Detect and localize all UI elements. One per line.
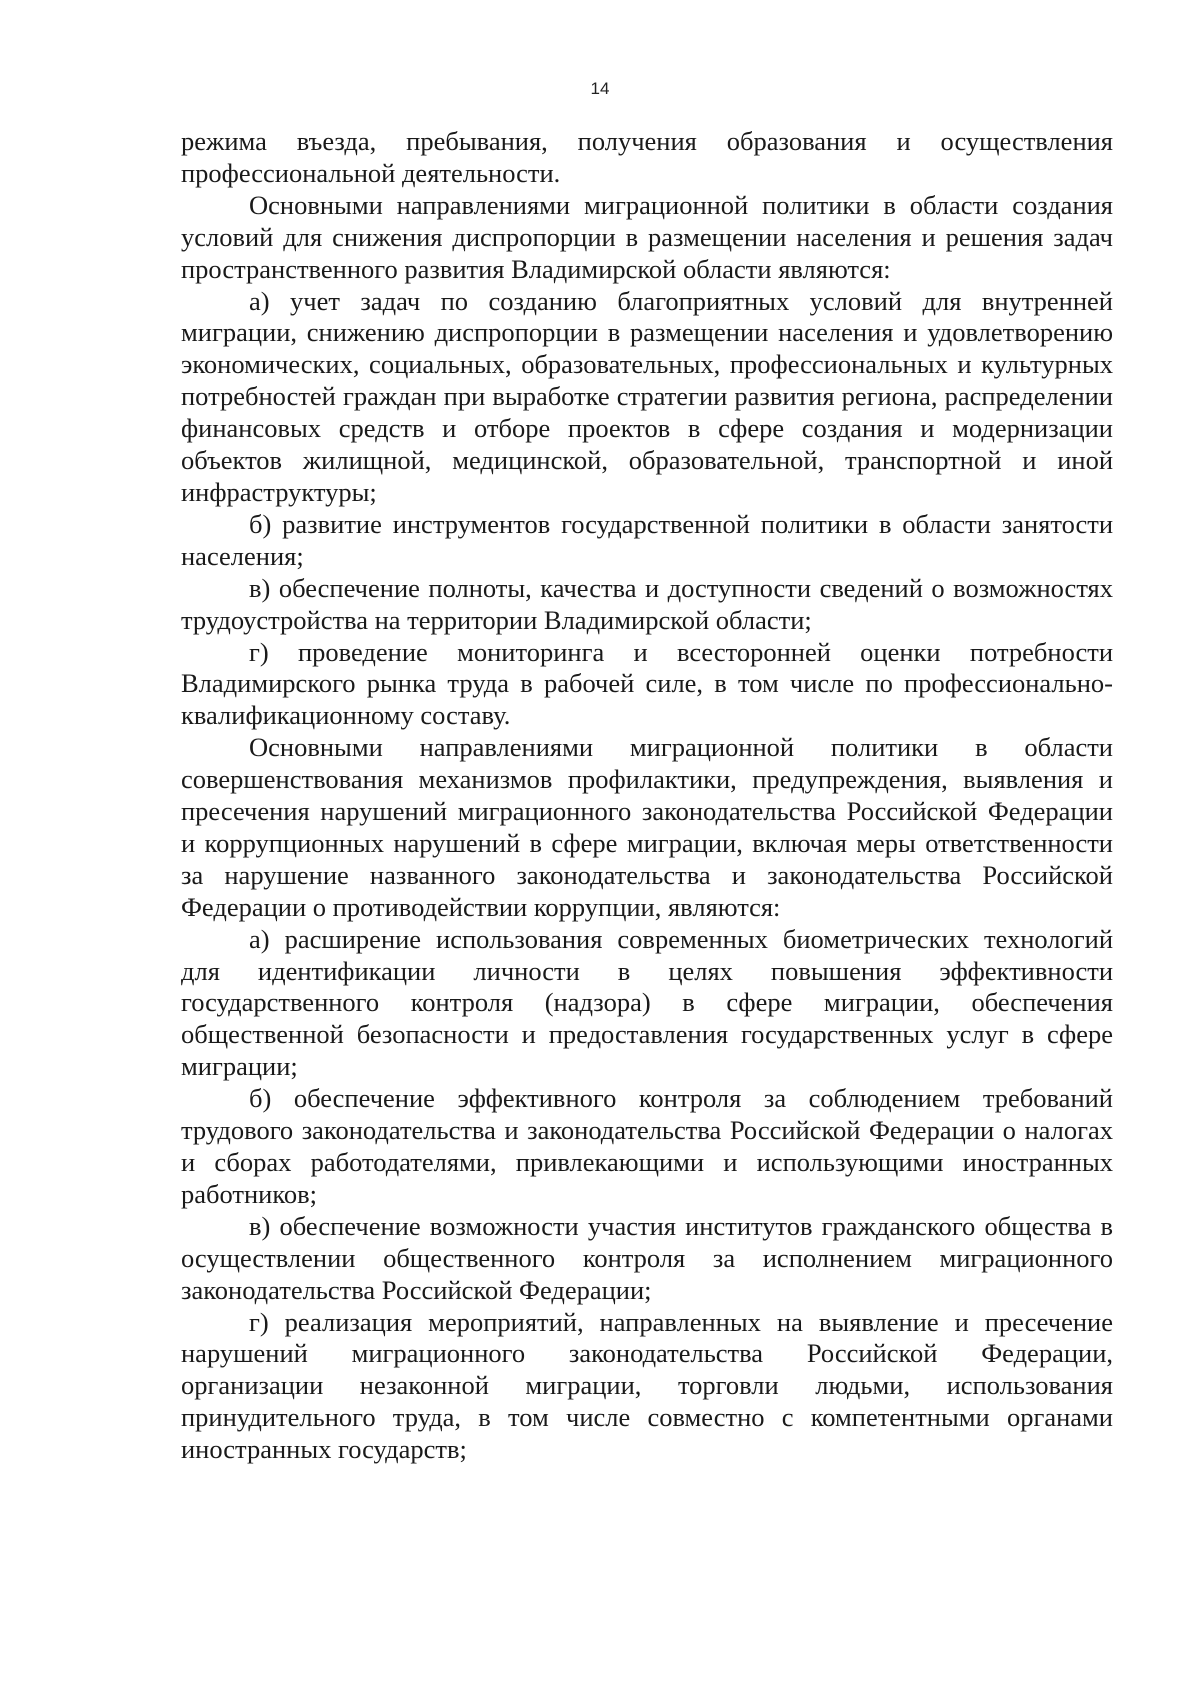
list-item: а) расширение использования современных биометрических технологий для идентификации личности в целях повышения эффективности государственного контроля (надзора) в сфере миграции, обеспечения общественной безопасности и предоставления государственных услуг в сфере миграции; bbox=[181, 923, 1113, 1082]
list-item: г) проведение мониторинга и всесторонней оценки потребности Владимирского рынка труда в рабочей силе, в том числе по профессионально-квалификационному составу. bbox=[181, 636, 1113, 731]
list-item: г) реализация мероприятий, направленных на выявление и пресечение нарушений миграционного законодательства Российской Федерации, организации незаконной миграции, торговли людьми, использования принудительного труда, в том числе совместно с компетентными органами иностранных государств; bbox=[181, 1306, 1113, 1465]
list-item: в) обеспечение полноты, качества и доступности сведений о возможностях трудоустройства на территории Владимирской области; bbox=[181, 572, 1113, 635]
list-item: б) развитие инструментов государственной политики в области занятости населения; bbox=[181, 508, 1113, 571]
paragraph: Основными направлениями миграционной политики в области совершенствования механизмов профилактики, предупреждения, выявления и пресечения нарушений миграционного законодательства Российской Федерации и коррупционных нарушений в сфере миграции, включая меры ответственности за нарушение названного законодательства и законодательства Российской Федерации о противодействии коррупции, являются: bbox=[181, 732, 1113, 922]
paragraph: режима въезда, пребывания, получения образования и осуществления профессиональной деятельности. bbox=[181, 126, 1113, 188]
list-item: а) учет задач по созданию благоприятных условий для внутренней миграции, снижению диспропорции в размещении населения и удовлетворению экономических, социальных, образовательных, профессиональных и культурных потребностей граждан при выработке стратегии развития региона, распределении финансовых средств и отборе проектов в сфере создания и модернизации объектов жилищной, медицинской, образовательной, транспортной и иной инфраструктуры; bbox=[181, 285, 1113, 507]
list-item: б) обеспечение эффективного контроля за соблюдением требований трудового законодательства и законодательства Российской Федерации о налогах и сборах работодателями, привлекающими и использующими иностранных работников; bbox=[181, 1083, 1113, 1209]
paragraph: Основными направлениями миграционной политики в области создания условий для снижения диспропорции в размещении населения и решения задач пространственного развития Владимирской области являются: bbox=[181, 189, 1113, 284]
page-number: 14 bbox=[590, 79, 610, 98]
list-item: в) обеспечение возможности участия институтов гражданского общества в осуществлении общественного контроля за исполнением миграционного законодательства Российской Федерации; bbox=[181, 1210, 1113, 1305]
document-body bbox=[181, 126, 1113, 1466]
